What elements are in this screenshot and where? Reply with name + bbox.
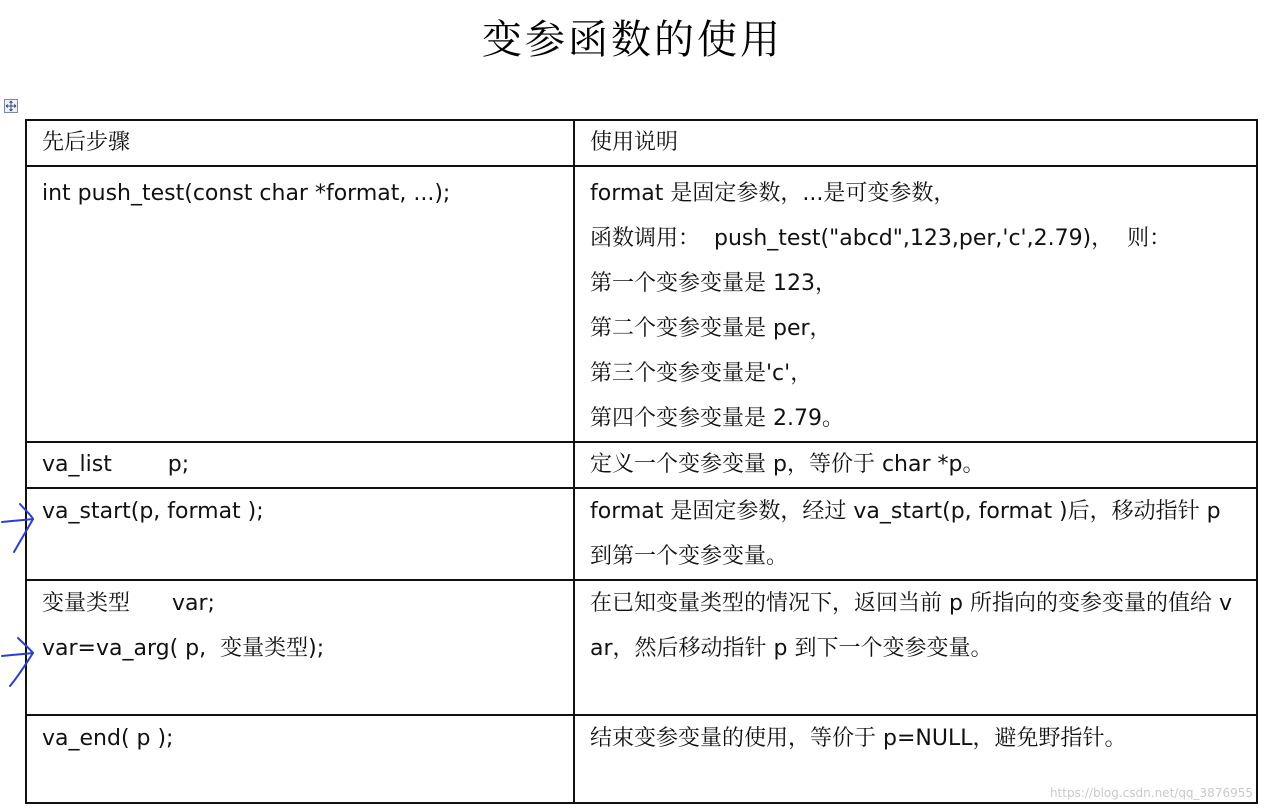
table-header-row bbox=[26, 120, 1257, 166]
handwritten-arrow-icon bbox=[0, 632, 34, 688]
description-cell bbox=[574, 580, 1257, 715]
step-cell bbox=[26, 166, 574, 442]
description-text: format 是固定参数，经过 va_start(p, format )后，移动指针 p 到第一个变参变量。 bbox=[590, 499, 1221, 569]
description-text: 在已知变量类型的情况下，返回当前 p 所指向的变参变量的值给 var，然后移动指针 p 到下一个变参变量。 bbox=[590, 591, 1232, 661]
table-row bbox=[26, 580, 1257, 715]
table-move-icon bbox=[5, 100, 17, 112]
steps-table bbox=[25, 119, 1258, 804]
description-text: format 是固定参数，...是可变参数， bbox=[590, 181, 956, 206]
step-text: va_start(p, format ); bbox=[42, 499, 264, 524]
description-text: 结束变参变量的使用，等价于 p=NULL，避免野指针。 bbox=[590, 726, 1127, 751]
step-cell bbox=[26, 442, 574, 488]
handwritten-arrow-icon bbox=[0, 500, 34, 556]
description-text: 第一个变参变量是 123， bbox=[590, 271, 837, 296]
table-row bbox=[26, 488, 1257, 580]
step-cell bbox=[26, 715, 574, 803]
description-cell bbox=[574, 442, 1257, 488]
table-move-handle[interactable] bbox=[4, 99, 18, 113]
step-text: var=va_arg( p, 变量类型); bbox=[42, 636, 325, 661]
table-row bbox=[26, 166, 1257, 442]
description-text: 函数调用： push_test("abcd",123,per,'c',2.79)， 则： bbox=[590, 226, 1172, 251]
table-row bbox=[26, 442, 1257, 488]
step-cell bbox=[26, 488, 574, 580]
step-text: int push_test(const char *format, ...); bbox=[42, 181, 451, 206]
description-text: 第三个变参变量是'c'， bbox=[590, 361, 813, 386]
watermark: https://blog.csdn.net/qq_3876955 bbox=[1049, 786, 1253, 800]
description-text: 第四个变参变量是 2.79。 bbox=[590, 406, 844, 431]
step-text: va_list p; bbox=[42, 452, 190, 477]
header-cell-steps: 先后步骤 bbox=[26, 120, 574, 166]
step-text: 变量类型 var; bbox=[42, 591, 215, 616]
description-cell bbox=[574, 166, 1257, 442]
step-text: va_end( p ); bbox=[42, 726, 174, 751]
description-text: 第二个变参变量是 per， bbox=[590, 316, 832, 341]
description-cell bbox=[574, 488, 1257, 580]
header-cell-description: 使用说明 bbox=[574, 120, 1257, 166]
description-text: 定义一个变参变量 p，等价于 char *p。 bbox=[590, 452, 985, 477]
page-title: 变参函数的使用 bbox=[482, 17, 783, 63]
step-cell bbox=[26, 580, 574, 715]
